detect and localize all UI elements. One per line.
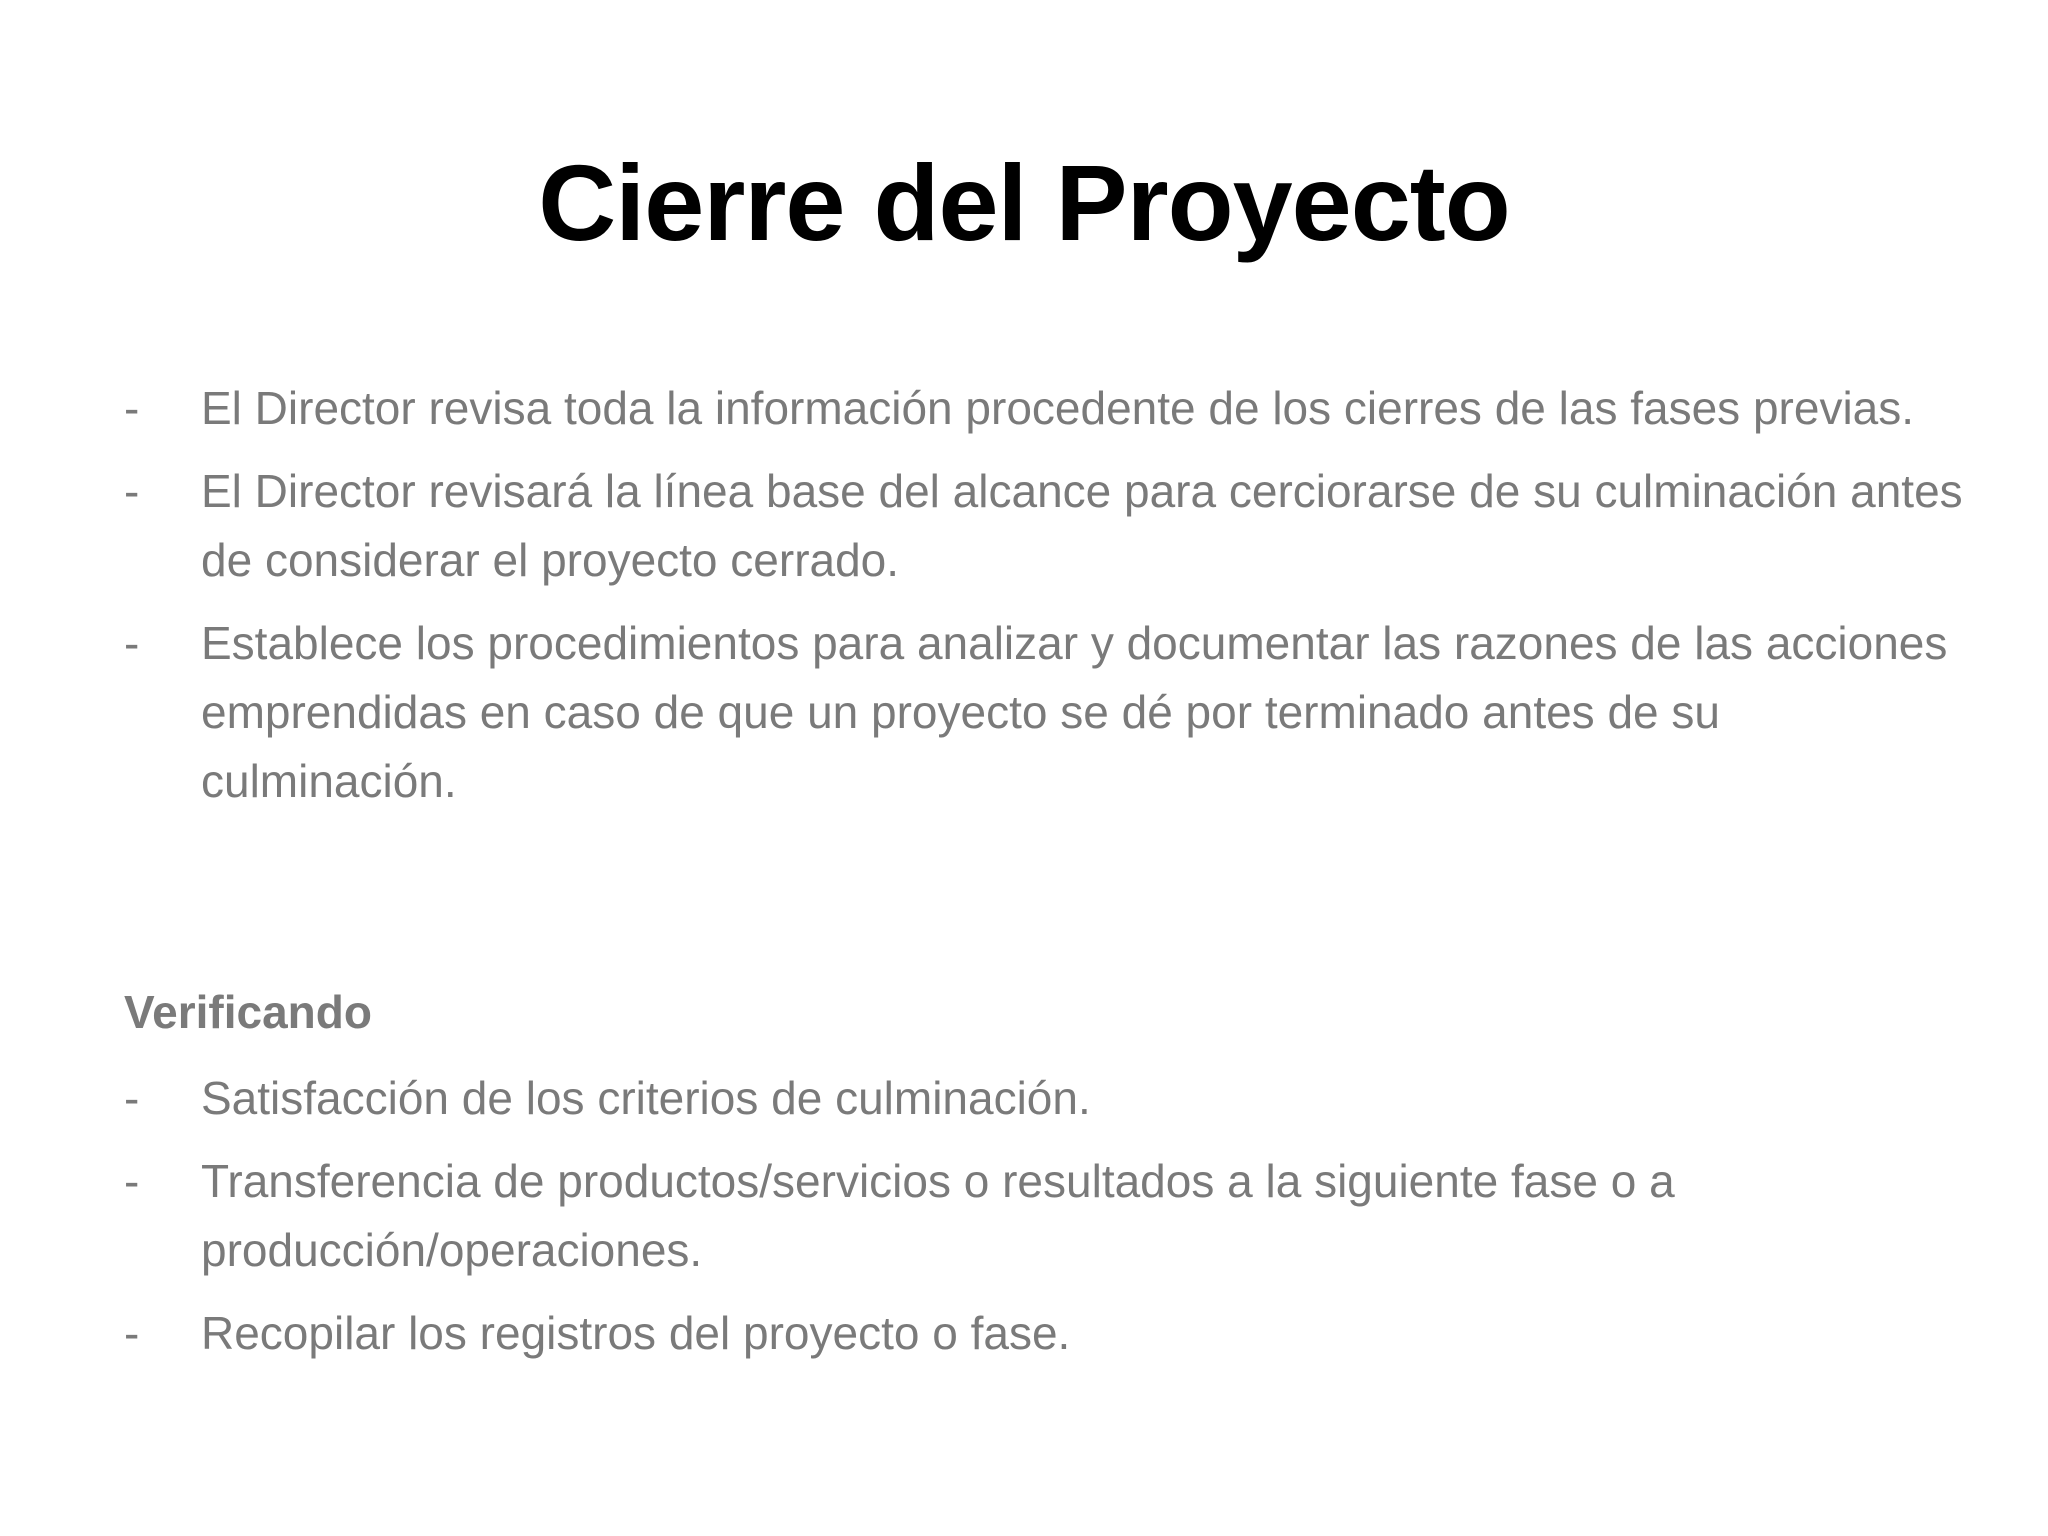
- bullet-text: Recopilar los registros del proyecto o fase.: [201, 1307, 1071, 1359]
- bullet-marker: -: [124, 382, 140, 434]
- bullet-item: [0, 1299, 2048, 1368]
- bullet-item: [0, 457, 2048, 595]
- bullet-marker: -: [124, 1072, 140, 1124]
- bullet-text: Transferencia de productos/servicios o resultados a la siguiente fase o a producción/operaciones.: [201, 1155, 1675, 1276]
- section-heading-verificando: Verificando: [124, 986, 372, 1038]
- bullet-marker: -: [124, 465, 140, 517]
- bullet-item: [0, 1147, 2048, 1285]
- bullet-item: [0, 609, 2048, 816]
- bullet-item: [0, 374, 2048, 443]
- slide-title: Cierre del Proyecto: [538, 142, 1510, 263]
- bullet-marker: -: [124, 1155, 140, 1207]
- intro-bullet-list: [0, 374, 2048, 830]
- bullet-marker: -: [124, 617, 140, 669]
- verify-bullet-list: [0, 1064, 2048, 1382]
- bullet-marker: -: [124, 1307, 140, 1359]
- bullet-text: Satisfacción de los criterios de culminación.: [201, 1072, 1091, 1124]
- bullet-text: El Director revisará la línea base del alcance para cerciorarse de su culminación antes de considerar el proyecto cerrado.: [201, 465, 1963, 586]
- bullet-text: Establece los procedimientos para analizar y documentar las razones de las acciones emprendidas en caso de que un proyecto se dé por terminado antes de su culminación.: [201, 617, 1948, 807]
- bullet-text: El Director revisa toda la información procedente de los cierres de las fases previas.: [201, 382, 1915, 434]
- bullet-item: [0, 1064, 2048, 1133]
